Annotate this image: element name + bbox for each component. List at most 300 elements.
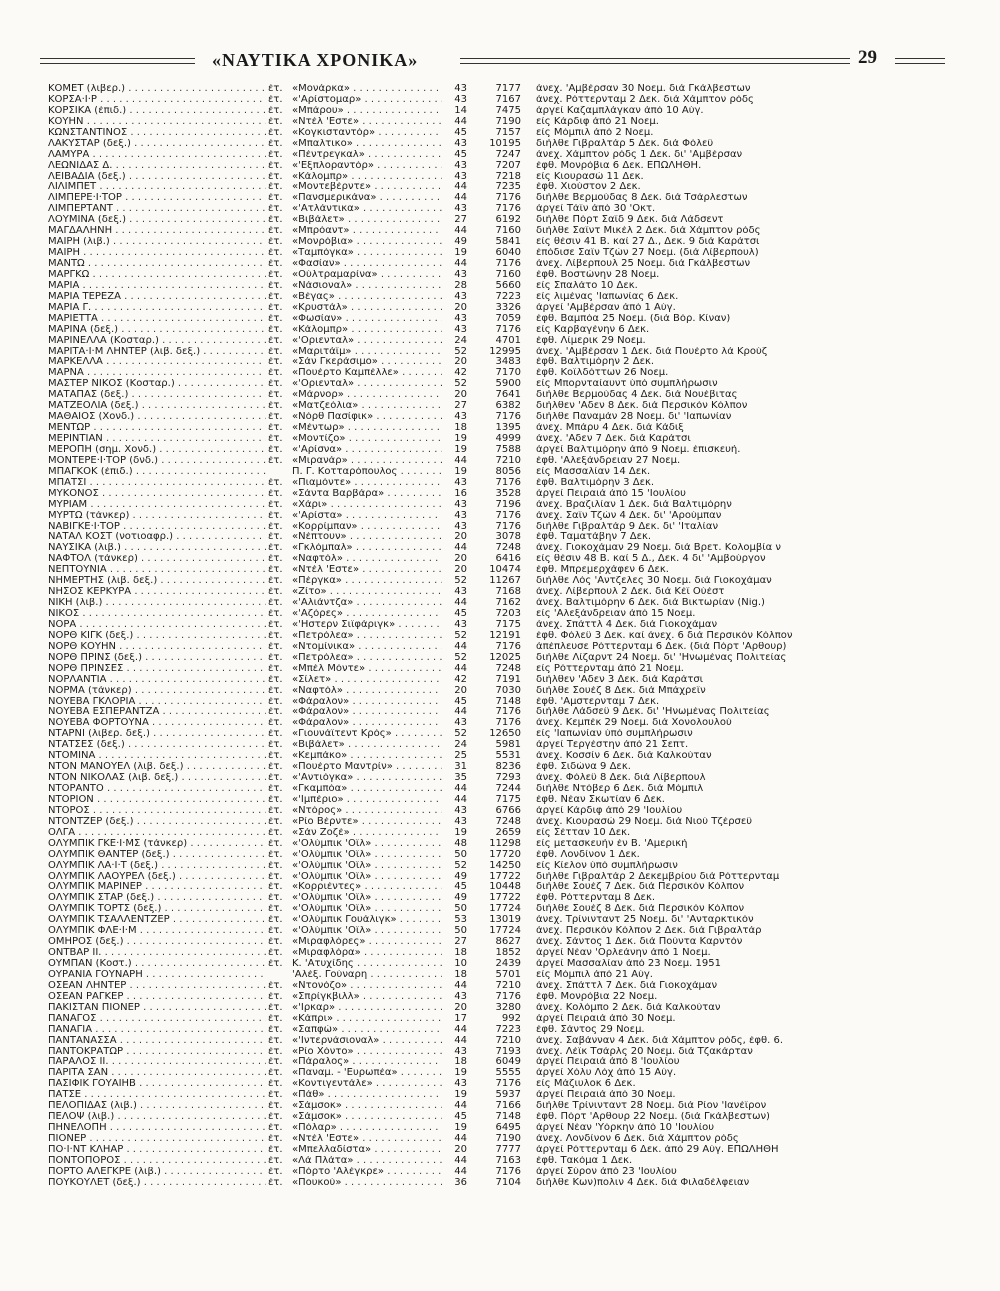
ship-tonnage: 7030	[495, 685, 521, 696]
table-row	[48, 478, 948, 489]
ship-position: άνεχ. 'Αδεν 7 Δεκ. διά Καράτσι	[536, 434, 691, 444]
ship-tonnage-class: 24	[454, 335, 467, 346]
ship-name: ΝΑΤΑΛ ΚΟΣΤ (νοτιοαφρ.) . . .	[48, 532, 266, 543]
ship-name: ΝΑΦΤΟΛ (τάνκερ) . . .	[48, 554, 266, 565]
ship-tonnage: 7176	[495, 193, 521, 204]
table-row	[48, 445, 948, 456]
ship-name: ΛΙΜΠΕΡΤΑΝΤ . . .	[48, 204, 266, 215]
header-rule-far-right-bottom	[895, 63, 945, 64]
ship-tonnage-class: 50	[454, 904, 467, 915]
ship-tonnage: 17724	[489, 904, 521, 915]
ship-name: ΝΑΥΣΙΚΑ (λιβ.) . . .	[48, 543, 266, 554]
ship-flag: έτ.	[268, 784, 283, 794]
ship-name: ΚΟΜΕΤ (λιβερ.) . . .	[48, 84, 266, 95]
ship-name: ΜΕΡΟΠΗ (σημ. Χονδ.) . . .	[48, 445, 266, 456]
ship-name: ΠΗΝΕΛΟΠΗ . . .	[48, 1123, 266, 1134]
ship-position: έφθ. Μπρεμερχάφεν 6 Δεκ.	[536, 565, 669, 576]
ship-agent: «Μαριτάϊμ» . . .	[292, 347, 442, 358]
ship-position: διήλθε Λός 'Αντζελες 30 Νοεμ. διά Γιοκοχάμαν	[536, 576, 772, 587]
ship-tonnage-class: 52	[454, 630, 467, 641]
table-row	[48, 554, 948, 565]
ship-tonnage-class: 44	[454, 794, 467, 805]
ship-agent: «Ταμπόγκα» . . .	[292, 248, 442, 259]
ship-flag: έτ.	[268, 991, 283, 1002]
ship-agent: Π. Γ. Κοτταρόπουλος . . .	[292, 467, 442, 478]
ship-tonnage-class: 44	[454, 455, 467, 466]
ship-flag: έτ.	[268, 127, 283, 138]
ship-tonnage-class: 24	[454, 740, 467, 751]
ship-name: ΜΥΡΤΩ (τάνκερ) . . .	[48, 511, 266, 522]
ship-agent: «Ντόρος» . . .	[292, 806, 442, 817]
ship-tonnage: 5937	[495, 1090, 521, 1101]
ship-name: ΚΩΝΣΤΑΝΤΙΝΟΣ . . .	[48, 128, 266, 139]
ship-tonnage: 7190	[495, 116, 521, 127]
ship-agent: «'Ολύμπικ 'Οϊλ» . . .	[292, 839, 442, 850]
ship-agent: «Πέντρεγκαλ» . . .	[292, 150, 442, 161]
ship-position: έπόδισε Σαΐν Τζών 27 Νοεμ. (διά Λίβερπουλ)	[536, 248, 759, 259]
ship-position: είς Μασσαλίαν 14 Δεκ.	[536, 466, 651, 477]
table-row	[48, 718, 948, 729]
table-row	[48, 543, 948, 554]
ship-position: έφθ. Τακόμα 1 Δεκ.	[536, 1155, 633, 1166]
ship-name: ΝΤΟΡΙΟΝ . . .	[48, 795, 266, 806]
ship-agent: «'Ηστερν Σιϊφάριγκ» . . .	[292, 620, 442, 631]
ship-flag: έτ.	[268, 1166, 283, 1177]
ship-name: ΠΟΥΚΟΥΛΕΤ (δεξ.) . . .	[48, 1178, 266, 1189]
table-row	[48, 1057, 948, 1068]
table-row	[48, 1101, 948, 1112]
table-row	[48, 1123, 948, 1134]
ship-flag: έτ.	[268, 959, 283, 969]
ship-tonnage: 10195	[489, 138, 521, 149]
ship-tonnage: 4701	[495, 335, 521, 346]
ship-position: άνεχ. Λίβερπουλ 2 Δεκ. διά Κέϊ Ούέστ	[536, 587, 725, 598]
ship-tonnage-class: 44	[454, 1155, 467, 1166]
ship-tonnage: 5701	[495, 969, 521, 980]
table-row	[48, 401, 948, 412]
table-row	[48, 193, 948, 204]
ship-agent: «'Ατλάντικα» . . .	[292, 204, 442, 215]
ship-flag: έτ.	[268, 816, 283, 827]
table-row	[48, 522, 948, 533]
ship-flag: έτ.	[268, 215, 283, 226]
ship-position: διήλθε Πόρτ Σαΐδ 9 Δεκ. διά Λάδσεντ	[536, 215, 724, 226]
ship-name: ΝΗΜΕΡΤΗΣ (λιβ. δεξ.) . . .	[48, 576, 266, 587]
ship-name: ΝΤΟΜΙΝΑ . . .	[48, 751, 266, 762]
ship-flag: έτ.	[268, 827, 283, 838]
ship-agent: «Λά Πλάτα» . . .	[292, 1156, 442, 1167]
ship-agent: «Μιρανάρ» . . .	[292, 456, 442, 467]
ship-agent: «Σάμσοκ» . . .	[292, 1101, 442, 1112]
ship-agent: «Κεμπάκο» . . .	[292, 751, 442, 762]
ship-agent: «Πάθ» . . .	[292, 1090, 442, 1101]
ship-agent: «Μπελλαδίστα» . . .	[292, 1145, 442, 1156]
ship-position: άργεί Τεργέστην άπό 21 Σεπτ.	[536, 740, 689, 751]
ship-position: είς Καρβαγένην 6 Δεκ.	[536, 324, 650, 335]
ship-agent: «'Ολύμπικ 'Οϊλ» . . .	[292, 893, 442, 904]
ship-agent: «Μπέλ Μόντε» . . .	[292, 664, 442, 675]
table-row	[48, 182, 948, 193]
ship-positions-list	[48, 84, 948, 1189]
ship-tonnage: 7218	[495, 171, 521, 182]
ship-tonnage: 5660	[495, 280, 521, 291]
ship-position: άργεί Σύρον άπό 23 'Ιουλίου	[536, 1166, 677, 1177]
ship-agent: «Μιραφλόρα» . . .	[292, 948, 442, 959]
ship-agent: «'Ολύμπικ 'Οϊλ» . . .	[292, 861, 442, 872]
ship-name: ΝΟΥΕΒΑ ΕΣΠΕΡΑΝΤΖΑ . . .	[48, 707, 266, 718]
ship-tonnage-class: 20	[454, 1002, 467, 1013]
ship-flag: έτ.	[268, 652, 283, 663]
ship-agent: «Ντονόζο» . . .	[292, 981, 442, 992]
ship-name: ΛΕΙΒΑΔΙΑ (δεξ.) . . .	[48, 172, 266, 183]
ship-flag: έτ.	[268, 346, 283, 357]
ship-flag: έτ.	[268, 1079, 283, 1090]
table-row	[48, 379, 948, 390]
ship-agent: «Ματζεόλια» . . .	[292, 401, 442, 412]
ship-tonnage-class: 52	[454, 729, 467, 740]
table-row	[48, 434, 948, 445]
ship-position: έφθ. Μονρόβια 22 Νοεμ.	[536, 991, 658, 1002]
ship-tonnage-class: 25	[454, 751, 467, 762]
ship-agent: «Ζίτο» . . .	[292, 587, 442, 598]
ship-position: είς Μόμπιλ άπό 21 Αύγ.	[536, 969, 653, 980]
ship-tonnage: 7176	[495, 204, 521, 215]
ship-agent: «Σπρίγκβιλλ» . . .	[292, 992, 442, 1003]
ship-name: ΠΑΤΣΕ . . .	[48, 1090, 266, 1101]
ship-position: είς Κίελον ύπό συμπλήρωσιν	[536, 860, 678, 871]
ship-flag: έτ.	[268, 1057, 283, 1068]
ship-tonnage-class: 20	[454, 390, 467, 401]
ship-flag: έτ.	[268, 871, 283, 882]
ship-tonnage-class: 43	[454, 412, 467, 423]
ship-position: είς Σέτταν 10 Δεκ.	[536, 827, 631, 838]
ship-tonnage: 7148	[495, 1112, 521, 1123]
ship-agent: «Ντομίνικα» . . .	[292, 642, 442, 653]
ship-flag: έτ.	[268, 554, 283, 565]
ship-tonnage-class: 19	[454, 1068, 467, 1079]
ship-agent: «'Αλιάντζα» . . .	[292, 598, 442, 609]
ship-agent: «Σάντα Βαρβάρα» . . .	[292, 489, 442, 500]
ship-tonnage: 7176	[495, 412, 521, 423]
ship-tonnage-class: 53	[454, 915, 467, 926]
ship-tonnage-class: 19	[454, 1123, 467, 1134]
ship-tonnage-class: 43	[454, 324, 467, 335]
ship-agent: «Ντέλ 'Εστε» . . .	[292, 117, 442, 128]
ship-tonnage: 7177	[495, 84, 521, 94]
ship-name: ΜΑΡΙΑ . . .	[48, 281, 266, 292]
table-row	[48, 970, 948, 981]
ship-agent: «Κοντιγεντάλε» . . .	[292, 1079, 442, 1090]
ship-agent: «Μονρόβια» . . .	[292, 237, 442, 248]
ship-flag: έτ.	[268, 576, 283, 587]
ship-position: είς Μάζιυλοκ 6 Δεκ.	[536, 1079, 636, 1090]
ship-position: άργεί Χόλυ Λόχ άπό 15 Αύγ.	[536, 1068, 677, 1079]
ship-tonnage: 4999	[495, 434, 521, 444]
ship-tonnage-class: 43	[454, 171, 467, 182]
ship-flag: έτ.	[268, 116, 283, 127]
ship-flag: έτ.	[268, 269, 283, 280]
ship-position: είς Κιουρασώ 11 Δεκ.	[536, 171, 644, 182]
ship-name: ΝΙΚΟΣ . . .	[48, 609, 266, 620]
table-row	[48, 631, 948, 642]
table-row	[48, 1112, 948, 1123]
ship-tonnage: 3326	[495, 302, 521, 313]
ship-flag: έτ.	[268, 674, 283, 685]
ship-flag: έτ.	[268, 707, 283, 718]
table-row	[48, 1014, 948, 1025]
ship-tonnage: 6049	[495, 1057, 521, 1068]
ship-position: διήλθε Βερμούδας 8 Δεκ. διά Τσάρλεστων	[536, 193, 748, 204]
ship-tonnage: 7248	[495, 543, 521, 554]
ship-position: άνεχ. Μπάρυ 4 Δεκ. διά Κάδιξ	[536, 423, 684, 434]
ship-position: έφθ. Λονδίνον 1 Δεκ.	[536, 849, 640, 860]
table-row	[48, 1156, 948, 1167]
ship-agent: «Μπαλτικο» . . .	[292, 139, 442, 150]
ship-agent: «Μοντίζο» . . .	[292, 434, 442, 445]
ship-tonnage: 6382	[495, 401, 521, 412]
ship-agent: «Πουκού» . . .	[292, 1178, 442, 1189]
ship-position: διήλθε Τρίνινταντ 28 Νοεμ. διά Ρίον 'Ιανέϊρον	[536, 1101, 767, 1112]
ship-flag: έτ.	[268, 565, 283, 576]
ship-tonnage-class: 19	[454, 444, 467, 455]
ship-agent: «Μονάρκα» . . .	[292, 84, 442, 95]
ship-tonnage: 7475	[495, 105, 521, 116]
ship-tonnage-class: 49	[454, 871, 467, 882]
ship-tonnage-class: 43	[454, 160, 467, 171]
ship-flag: έτ.	[268, 1101, 283, 1112]
ship-position: άνεχ. Κεμπέκ 29 Νοεμ. διά Χονολουλού	[536, 718, 732, 729]
ship-tonnage-class: 43	[454, 718, 467, 729]
ship-name: ΠΑΝΑΓΟΣ . . .	[48, 1014, 266, 1025]
ship-name: ΟΛΓΑ . . .	[48, 828, 266, 839]
ship-name: ΜΑΡΙΝΕΛΛΑ (Κοσταρ.) . . .	[48, 336, 266, 347]
ship-flag: έτ.	[268, 94, 283, 105]
ship-flag: έτ.	[268, 718, 283, 729]
ship-tonnage: 6495	[495, 1123, 521, 1134]
ship-tonnage: 8236	[495, 762, 521, 773]
ship-name: ΝΟΡΘ ΚΟΥΗΝ . . .	[48, 642, 266, 653]
ship-tonnage-class: 44	[454, 1166, 467, 1177]
ship-flag: έτ.	[268, 434, 283, 444]
ship-flag: έτ.	[268, 1134, 283, 1144]
ship-tonnage-class: 43	[454, 991, 467, 1002]
ship-tonnage-class: 43	[454, 805, 467, 816]
ship-position: διήλθε Γιβραλτάρ 9 Δεκ. δι' 'Ιταλίαν	[536, 521, 719, 532]
ship-flag: έτ.	[268, 915, 283, 926]
ship-tonnage: 7210	[495, 1035, 521, 1046]
ship-name: ΜΑΡΚΕΛΛΑ . . .	[48, 357, 266, 368]
ship-name: ΟΛΥΜΠΙΚ ΛΑΟΥΡΕΛ (δεξ.) . . .	[48, 872, 266, 883]
ship-tonnage-class: 20	[454, 554, 467, 565]
ship-flag: έτ.	[268, 390, 283, 401]
ship-agent: «Γιουνάϊτεντ Κρός» . . .	[292, 729, 442, 740]
table-row	[48, 904, 948, 915]
ship-agent: «Φάραλον» . . .	[292, 697, 442, 708]
ship-name: ΠΑΚΙΣΤΑΝ ΠΙΟΝΕΡ . . .	[48, 1003, 266, 1014]
ship-name: ΛΑΚΥΣΤΑΡ (δεξ.) . . .	[48, 139, 266, 150]
ship-agent: «'Αντιόγκα» . . .	[292, 773, 442, 784]
ship-name: ΜΑΡΙΑ Γ. . . .	[48, 303, 266, 314]
ship-agent: «Κάπρι» . . .	[292, 1014, 442, 1025]
ship-flag: έτ.	[268, 160, 283, 171]
table-row	[48, 1145, 948, 1156]
ship-position: είς 'Αλεξάνδρειαν άπό 15 Νοεμ.	[536, 609, 696, 619]
ship-name: ΜΕΡΙΝΤΙΑΝ . . .	[48, 434, 266, 445]
ship-tonnage-class: 44	[454, 259, 467, 269]
table-row	[48, 839, 948, 850]
ship-flag: έτ.	[268, 105, 283, 116]
table-row	[48, 762, 948, 773]
ship-name: ΟΛΥΜΠΙΚ ΣΤΑΡ (δεξ.) . . .	[48, 893, 266, 904]
ship-position: άργεί Βαλτιμόρην άπό 9 Νοεμ. έπισκευή.	[536, 444, 741, 455]
ship-position: άνεχ. Βραζιλίαν 1 Δεκ. διά Βαλτιμόρην	[536, 499, 732, 510]
ship-flag: έτ.	[268, 1112, 283, 1123]
ship-tonnage-class: 44	[454, 226, 467, 237]
table-row	[48, 292, 948, 303]
ship-tonnage: 14250	[489, 860, 521, 871]
ship-tonnage-class: 18	[454, 948, 467, 959]
ship-tonnage-class: 43	[454, 1079, 467, 1090]
ship-tonnage-class: 35	[454, 773, 467, 784]
ship-position: άνεχ. Λέϊκ Τσάρλς 20 Νοεμ. διά Τζακάρταν	[536, 1046, 753, 1057]
ship-name: ΝΟΡΘ ΚΙΓΚ (δεξ.) . . .	[48, 631, 266, 642]
ship-tonnage-class: 20	[454, 357, 467, 368]
ship-position: έφθ. Χιούστον 2 Δεκ.	[536, 182, 641, 193]
ship-agent: «Βιβάλετ» . . .	[292, 215, 442, 226]
ship-position: είς Σπαλάτο 10 Δεκ.	[536, 280, 638, 291]
ship-flag: έτ.	[268, 280, 283, 291]
table-row	[48, 270, 948, 281]
table-row	[48, 697, 948, 708]
table-row	[48, 500, 948, 511]
header-rule-left-bottom	[40, 63, 195, 64]
ship-position: άνεχ. Βαλτιμόρην 6 Δεκ. διά Βικτωρίαν (Nig.)	[536, 598, 765, 609]
ship-tonnage-class: 14	[454, 105, 467, 116]
ship-name: ΝΤΟΡΟΣ . . .	[48, 806, 266, 817]
ship-agent: «Μέντωρ» . . .	[292, 423, 442, 434]
ship-position: διήλθε Βερμούδας 4 Δεκ. διά Νουέβιτας	[536, 390, 738, 401]
ship-position: είς Ρόττερνταμ άπό 21 Νοεμ.	[536, 663, 684, 674]
ship-name: ΝΟΡΑ . . .	[48, 620, 266, 631]
ship-tonnage: 7235	[495, 182, 521, 193]
ship-flag: έτ.	[268, 1123, 283, 1134]
ship-position: άνεχ. Σαβάνναν 4 Δεκ. διά Χάμπτον ρόδς, έφθ. 6.	[536, 1035, 783, 1046]
ship-tonnage-class: 52	[454, 576, 467, 587]
ship-name: ΜΑΡΝΑ . . .	[48, 368, 266, 379]
ship-flag: έτ.	[268, 368, 283, 379]
table-row	[48, 948, 948, 959]
ship-tonnage: 17722	[489, 893, 521, 904]
ship-flag: έτ.	[268, 1177, 283, 1188]
ship-flag: έτ.	[268, 882, 283, 893]
ship-tonnage-class: 43	[454, 84, 467, 94]
ship-agent: «Νάσιοναλ» . . .	[292, 281, 442, 292]
ship-name: ΠΑΣΙΦΙΚ ΓΟΥΑΙΗΒ . . .	[48, 1079, 266, 1090]
ship-tonnage-class: 19	[454, 248, 467, 259]
ship-tonnage-class: 50	[454, 926, 467, 937]
ship-tonnage: 7176	[495, 718, 521, 729]
ship-agent: «Γκαμπόα» . . .	[292, 784, 442, 795]
ship-flag: έτ.	[268, 499, 283, 510]
ship-agent: «'Ολύμπικ 'Οϊλ» . . .	[292, 926, 442, 937]
table-row	[48, 828, 948, 839]
ship-position: έφθ. 'Αλεξάνδρειαν 27 Νοεμ.	[536, 455, 681, 466]
ship-flag: έτ.	[268, 313, 283, 324]
ship-name: ΟΛΥΜΠΙΚ ΦΛΕ·Ι·Μ . . .	[48, 926, 266, 937]
ship-flag: έτ.	[268, 598, 283, 609]
ship-name: ΝΤΑΤΣΕΣ (δεξ.) . . .	[48, 740, 266, 751]
ship-flag: έτ.	[268, 204, 283, 215]
ship-flag: έτ.	[268, 794, 283, 805]
ship-flag: έτ.	[268, 751, 283, 762]
ship-tonnage: 12650	[489, 729, 521, 740]
ship-position: άνεχ. 'Αμβέρσαν 30 Νοεμ. διά Γκάλβεστων	[536, 84, 751, 94]
ship-flag: έτ.	[268, 980, 283, 991]
ship-position: άνεχ. Λίβερπουλ 25 Νοεμ. διά Γκάλβεστων	[536, 259, 751, 269]
ship-name: ΝΙΚΗ (λιβ.) . . .	[48, 598, 266, 609]
ship-name: ΛΕΩΝΙΔΑΣ Δ. . . .	[48, 161, 266, 172]
ship-flag: έτ.	[268, 904, 283, 915]
ship-tonnage-class: 10	[454, 959, 467, 969]
ship-position: άργεί Πειραιά άπό 15 'Ιουλίου	[536, 488, 686, 499]
ship-flag: έτ.	[268, 302, 283, 313]
ship-tonnage-class: 44	[454, 784, 467, 794]
ship-tonnage: 7777	[495, 1144, 521, 1155]
ship-tonnage: 7162	[495, 598, 521, 609]
ship-agent: «'Ολύμπικ 'Οϊλ» . . .	[292, 904, 442, 915]
ship-agent: «Μπάρου» . . .	[292, 106, 442, 117]
ship-flag: έτ.	[268, 1068, 283, 1079]
ship-position: έφθ. Σιδώνα 9 Δεκ.	[536, 762, 631, 773]
ship-position: άργεί Πειραιά άπό 30 Νοεμ.	[536, 1090, 676, 1101]
ship-tonnage-class: 20	[454, 532, 467, 543]
ship-name: ΝΟΡΘ ΠΡΙΝΣ (δεξ.) . . .	[48, 653, 266, 664]
ship-flag: έτ.	[268, 248, 283, 259]
ship-agent: «Φασίαν» . . .	[292, 259, 442, 270]
ship-agent: «Πανσμερικάνα» . . .	[292, 193, 442, 204]
ship-tonnage-class: 43	[454, 619, 467, 630]
table-row	[48, 412, 948, 423]
table-row	[48, 576, 948, 587]
ship-tonnage-class: 19	[454, 434, 467, 444]
ship-position: έφθ. Ταματάβην 7 Δεκ.	[536, 532, 652, 543]
ship-position: άνεχ. Κοσσίν 6 Δεκ. διά Καλκούταν	[536, 751, 712, 762]
ship-agent: «Κρυστάλ» . . .	[292, 303, 442, 314]
ship-agent: «Πουέρτο Καμπέλλε» . . .	[292, 368, 442, 379]
ship-agent: «'Ιντερνάσιοναλ» . . .	[292, 1036, 442, 1047]
table-row	[48, 511, 948, 522]
table-row	[48, 172, 948, 183]
ship-tonnage: 7176	[495, 707, 521, 718]
ship-position: άνεχ. Λονδίνον 6 Δεκ. διά Χάμπτον ρόδς	[536, 1134, 739, 1144]
ship-agent: «'Εξπλοραντόρ» . . .	[292, 161, 442, 172]
ship-name: ΜΑΣΤΕΡ ΝΙΚΟΣ (Κοσταρ.) . . .	[48, 379, 266, 390]
ship-agent: «Νόρθ Πασίφικ» . . .	[292, 412, 442, 423]
ship-position: άργεί Νέαν 'Ορλεάνην άπό 1 Νοεμ.	[536, 948, 711, 959]
ship-flag: έτ.	[268, 521, 283, 532]
ship-name: ΝΟΡΛΑΝΤΙΑ . . .	[48, 675, 266, 686]
ship-flag: έτ.	[268, 696, 283, 707]
ship-agent: «Πουέρτο Μαντρίν» . . .	[292, 762, 442, 773]
ship-tonnage: 7193	[495, 1046, 521, 1057]
ship-tonnage-class: 44	[454, 1101, 467, 1112]
ship-position: άργεί Μασσαλίαν άπό 23 Νοεμ. 1951	[536, 959, 721, 969]
table-row	[48, 675, 948, 686]
table-row	[48, 773, 948, 784]
ship-agent: «Ντέλ 'Εστε» . . .	[292, 565, 442, 576]
ship-tonnage-class: 44	[454, 182, 467, 193]
ship-tonnage: 5531	[495, 751, 521, 762]
